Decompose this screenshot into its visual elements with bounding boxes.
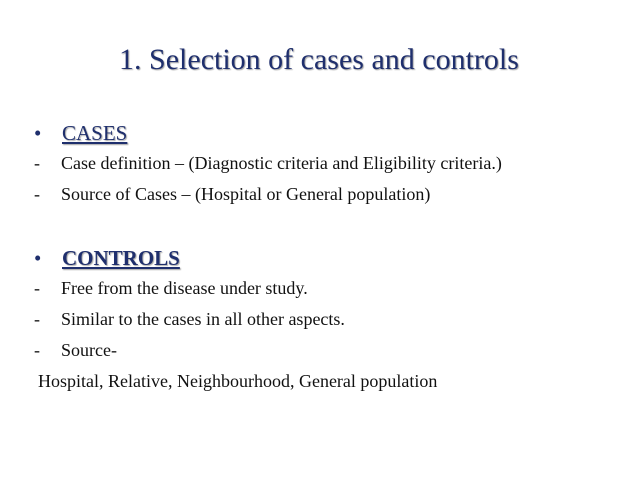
controls-item-2-text: Similar to the cases in all other aspects. xyxy=(61,309,345,329)
bullet-icon: • xyxy=(34,246,42,270)
slide-title: 1. Selection of cases and controls xyxy=(119,43,519,76)
cases-heading-text: CASES xyxy=(62,121,128,145)
dash-marker: - xyxy=(34,184,40,204)
dash-marker: - xyxy=(34,153,40,173)
dash-marker: - xyxy=(34,340,40,360)
bullet-icon: • xyxy=(34,121,42,145)
cases-item-2 xyxy=(34,183,430,205)
controls-heading-text: CONTROLS xyxy=(62,246,180,270)
controls-item-1 xyxy=(34,277,308,299)
section-heading-controls xyxy=(34,246,180,270)
controls-item-1-text: Free from the disease under study. xyxy=(61,278,308,298)
dash-marker: - xyxy=(34,309,40,329)
section-heading-cases xyxy=(34,121,127,145)
cases-item-1-text: Case definition – (Diagnostic criteria and Eligibility criteria.) xyxy=(61,153,502,173)
cases-item-2-text: Source of Cases – (Hospital or General population) xyxy=(61,184,431,204)
controls-item-3-text: Source- xyxy=(61,340,117,360)
dash-marker: - xyxy=(34,278,40,298)
controls-item-3 xyxy=(34,339,117,361)
controls-source-detail: Hospital, Relative, Neighbourhood, General population xyxy=(38,371,438,391)
cases-item-1 xyxy=(34,152,502,174)
controls-item-2 xyxy=(34,308,345,330)
